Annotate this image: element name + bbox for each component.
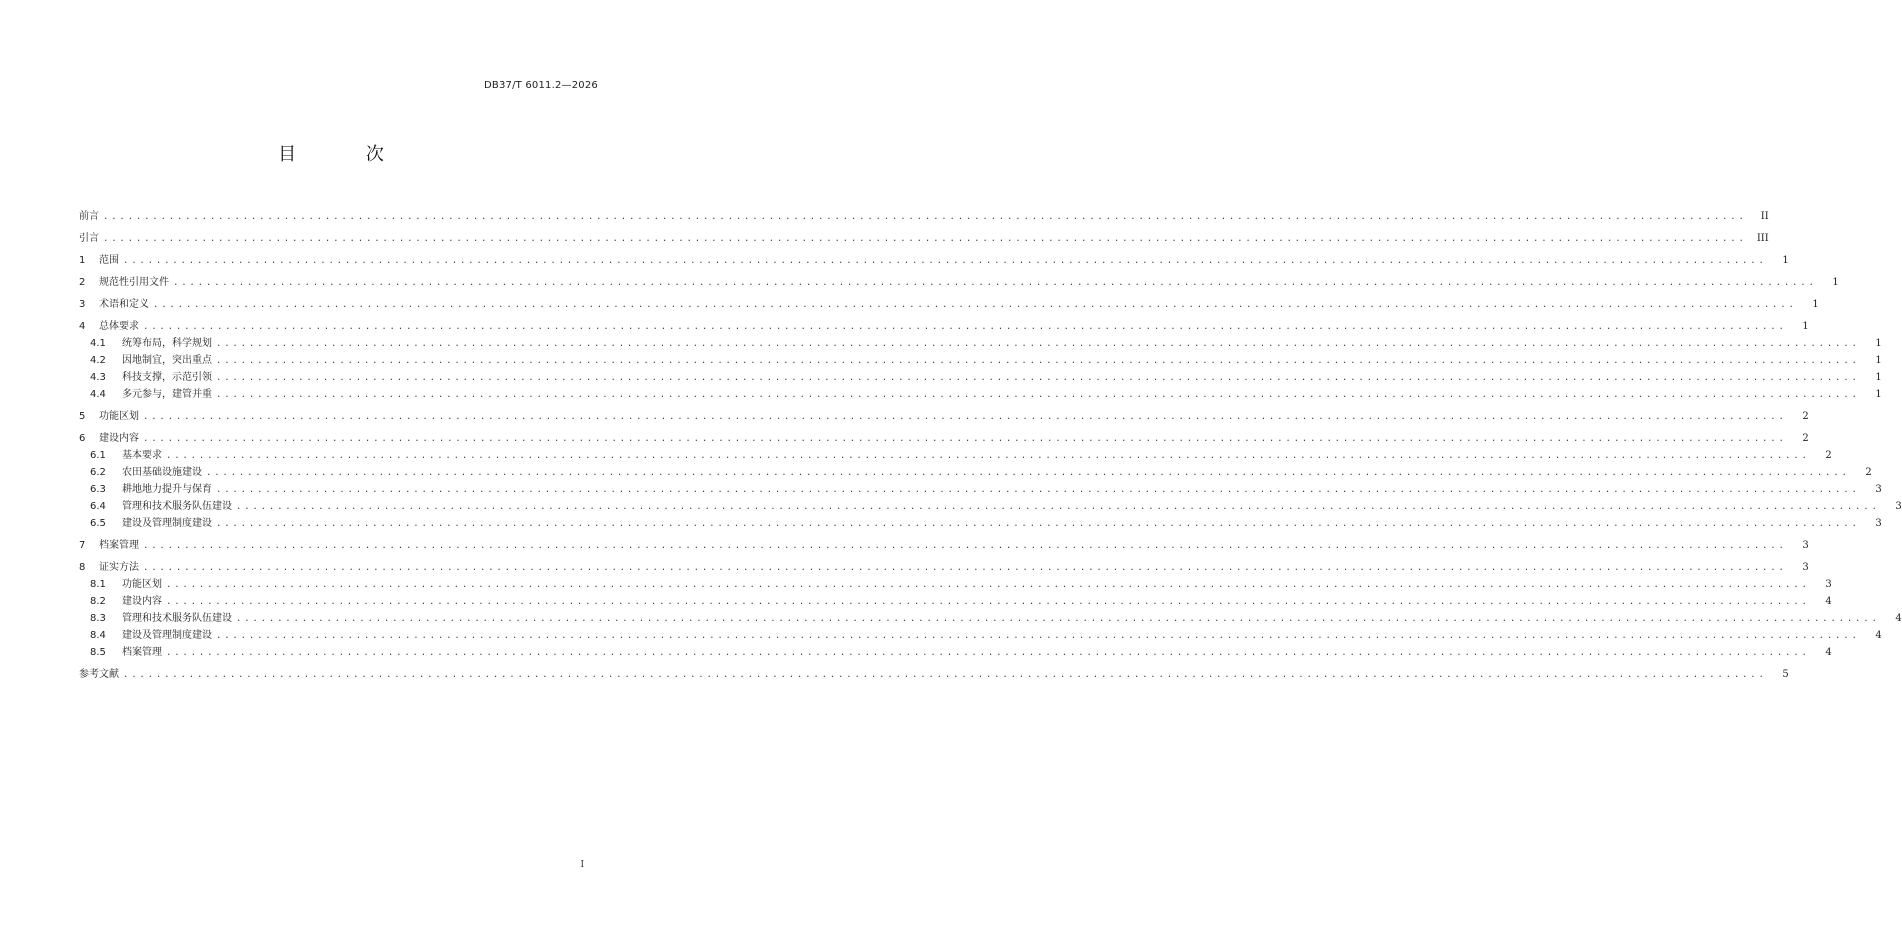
toc-leader-dots: ........................................................................................................................................................................................................ [216, 390, 1860, 400]
toc-leader-dots: ........................................................................................................................................................................................................ [166, 648, 1810, 658]
toc-entry[interactable] [79, 246, 1789, 268]
toc-entry[interactable] [79, 531, 1809, 553]
toc-leader-dots: ........................................................................................................................................................................................................ [236, 614, 1880, 624]
toc-entry[interactable] [79, 626, 1882, 643]
toc-leader-dots: ........................................................................................................................................................................................................ [206, 468, 1850, 478]
toc-entry-title: 参考文献 [79, 669, 119, 680]
toc-entry-title: 前言 [79, 211, 99, 222]
toc-entry[interactable] [79, 463, 1872, 480]
toc-entry-number: 6.1 [90, 450, 106, 461]
toc-entry-number: 6.5 [90, 518, 106, 529]
toc-entry-page: 1 [1875, 355, 1882, 366]
toc-entry-title: 证实方法 [99, 562, 139, 573]
toc-leader-dots: ........................................................................................................................................................................................................ [216, 356, 1860, 366]
page-number: I [580, 860, 584, 870]
toc-leader-dots: ........................................................................................................................................................................................................ [123, 670, 1767, 680]
toc-leader-dots: ........................................................................................................................................................................................................ [216, 485, 1860, 495]
toc-entry-number: 5 [79, 411, 86, 422]
toc-entry-number: 2 [79, 277, 86, 288]
toc-entry-title: 建设及管理制度建设 [122, 630, 212, 641]
toc-leader-dots: ........................................................................................................................................................................................................ [166, 597, 1810, 607]
toc-entry-page: 1 [1875, 389, 1882, 400]
toc-entry-page: 4 [1895, 613, 1902, 624]
toc-entry-page: 4 [1825, 596, 1832, 607]
toc-entry-number: 7 [79, 540, 86, 551]
toc-entry-title: 档案管理 [122, 647, 162, 658]
toc-entry-number: 6 [79, 433, 86, 444]
toc-entry-page: 4 [1825, 647, 1832, 658]
toc-entry-title: 建设内容 [122, 596, 162, 607]
toc-entry-title: 规范性引用文件 [99, 277, 169, 288]
toc-entry-title: 范围 [99, 255, 119, 266]
toc-entry[interactable] [79, 514, 1882, 531]
toc-leader-dots: ........................................................................................................................................................................................................ [216, 339, 1860, 349]
toc-entry-page: 3 [1802, 562, 1809, 573]
toc-entry[interactable] [79, 312, 1809, 334]
toc-entry-number: 8.2 [90, 596, 106, 607]
toc-entry-title: 因地制宜，突出重点 [122, 355, 212, 366]
toc-entry-page: 4 [1875, 630, 1882, 641]
toc-leader-dots: ........................................................................................................................................................................................................ [216, 631, 1860, 641]
toc-entry-title: 引言 [79, 233, 99, 244]
toc-leader-dots: ........................................................................................................................................................................................................ [123, 256, 1767, 266]
toc-entry-page: II [1760, 211, 1769, 222]
toc-entry[interactable] [79, 575, 1832, 592]
toc-entry-page: 5 [1782, 669, 1789, 680]
toc-entry-page: 1 [1802, 321, 1809, 332]
toc-entry-number: 6.3 [90, 484, 106, 495]
toc-leader-dots: ........................................................................................................................................................................................................ [236, 502, 1880, 512]
toc-leader-dots: ........................................................................................................................................................................................................ [143, 563, 1787, 573]
toc-entry-number: 4.4 [90, 389, 106, 400]
toc-entry-number: 8.4 [90, 630, 106, 641]
toc-entry-page: III [1756, 233, 1769, 244]
page-title: 目 次 [278, 144, 416, 165]
toc-entry-page: 3 [1875, 518, 1882, 529]
document-code: DB37/T 6011.2—2026 [484, 80, 598, 91]
toc-entry[interactable] [79, 553, 1809, 575]
toc-entry[interactable] [79, 224, 1769, 246]
toc-entry-title: 建设内容 [99, 433, 139, 444]
toc-entry[interactable] [79, 609, 1902, 626]
toc-entry[interactable] [79, 660, 1789, 682]
toc-entry-page: 3 [1895, 501, 1902, 512]
toc-entry-number: 4.2 [90, 355, 106, 366]
toc-entry-page: 1 [1832, 277, 1839, 288]
toc-entry-title: 基本要求 [122, 450, 162, 461]
toc-entry[interactable] [79, 385, 1882, 402]
toc-entry-title: 统筹布局，科学规划 [122, 338, 212, 349]
toc-entry[interactable] [79, 351, 1882, 368]
toc-leader-dots: ........................................................................................................................................................................................................ [143, 434, 1787, 444]
toc-entry-title: 功能区划 [122, 579, 162, 590]
toc-leader-dots: ........................................................................................................................................................................................................ [153, 300, 1797, 310]
toc-entry-number: 3 [79, 299, 86, 310]
toc-entry-page: 3 [1802, 540, 1809, 551]
toc-entry-number: 6.2 [90, 467, 106, 478]
toc-entry-title: 管理和技术服务队伍建设 [122, 613, 232, 624]
toc-entry-title: 建设及管理制度建设 [122, 518, 212, 529]
toc-entry-number: 4 [79, 321, 86, 332]
toc-entry[interactable] [79, 480, 1882, 497]
toc-entry[interactable] [79, 424, 1809, 446]
toc-leader-dots: ........................................................................................................................................................................................................ [173, 278, 1817, 288]
toc-entry[interactable] [79, 592, 1832, 609]
toc-entry[interactable] [79, 334, 1882, 351]
toc-entry-page: 1 [1812, 299, 1819, 310]
toc-entry-title: 农田基础设施建设 [122, 467, 202, 478]
toc-entry[interactable] [79, 290, 1819, 312]
toc-entry-page: 1 [1782, 255, 1789, 266]
toc-leader-dots: ........................................................................................................................................................................................................ [103, 212, 1747, 222]
toc-leader-dots: ........................................................................................................................................................................................................ [143, 322, 1787, 332]
toc-entry-page: 2 [1802, 411, 1809, 422]
toc-entry-title: 功能区划 [99, 411, 139, 422]
toc-entry-title: 档案管理 [99, 540, 139, 551]
toc-leader-dots: ........................................................................................................................................................................................................ [216, 519, 1860, 529]
toc-entry-page: 3 [1875, 484, 1882, 495]
toc-entry-title: 管理和技术服务队伍建设 [122, 501, 232, 512]
toc-entry[interactable] [79, 497, 1902, 514]
toc-entry-number: 6.4 [90, 501, 106, 512]
toc-entry-page: 1 [1875, 372, 1882, 383]
toc-entry[interactable] [79, 643, 1832, 660]
toc-leader-dots: ........................................................................................................................................................................................................ [216, 373, 1860, 383]
toc-entry[interactable] [79, 368, 1882, 385]
toc-leader-dots: ........................................................................................................................................................................................................ [143, 541, 1787, 551]
toc-entry-title: 多元参与，建管并重 [122, 389, 212, 400]
toc-leader-dots: ........................................................................................................................................................................................................ [166, 580, 1810, 590]
toc-entry-number: 4.1 [90, 338, 106, 349]
toc-entry[interactable] [79, 268, 1839, 290]
toc-entry-number: 8 [79, 562, 86, 573]
toc-entry-number: 8.5 [90, 647, 106, 658]
toc-entry-page: 3 [1825, 579, 1832, 590]
toc-entry-title: 总体要求 [99, 321, 139, 332]
toc-leader-dots: ........................................................................................................................................................................................................ [103, 234, 1747, 244]
toc-leader-dots: ........................................................................................................................................................................................................ [143, 412, 1787, 422]
toc-entry-title: 科技支撑，示范引领 [122, 372, 212, 383]
toc-entry-page: 2 [1865, 467, 1872, 478]
table-of-contents [79, 202, 1902, 682]
toc-entry-title: 耕地地力提升与保育 [122, 484, 212, 495]
toc-entry[interactable] [79, 446, 1832, 463]
toc-entry-page: 1 [1875, 338, 1882, 349]
toc-entry-page: 2 [1802, 433, 1809, 444]
toc-entry-title: 术语和定义 [99, 299, 149, 310]
toc-entry-number: 8.3 [90, 613, 106, 624]
toc-leader-dots: ........................................................................................................................................................................................................ [166, 451, 1810, 461]
toc-entry[interactable] [79, 202, 1769, 224]
toc-entry-number: 4.3 [90, 372, 106, 383]
toc-entry-number: 1 [79, 255, 86, 266]
toc-entry-number: 8.1 [90, 579, 106, 590]
toc-entry[interactable] [79, 402, 1809, 424]
toc-entry-page: 2 [1825, 450, 1832, 461]
